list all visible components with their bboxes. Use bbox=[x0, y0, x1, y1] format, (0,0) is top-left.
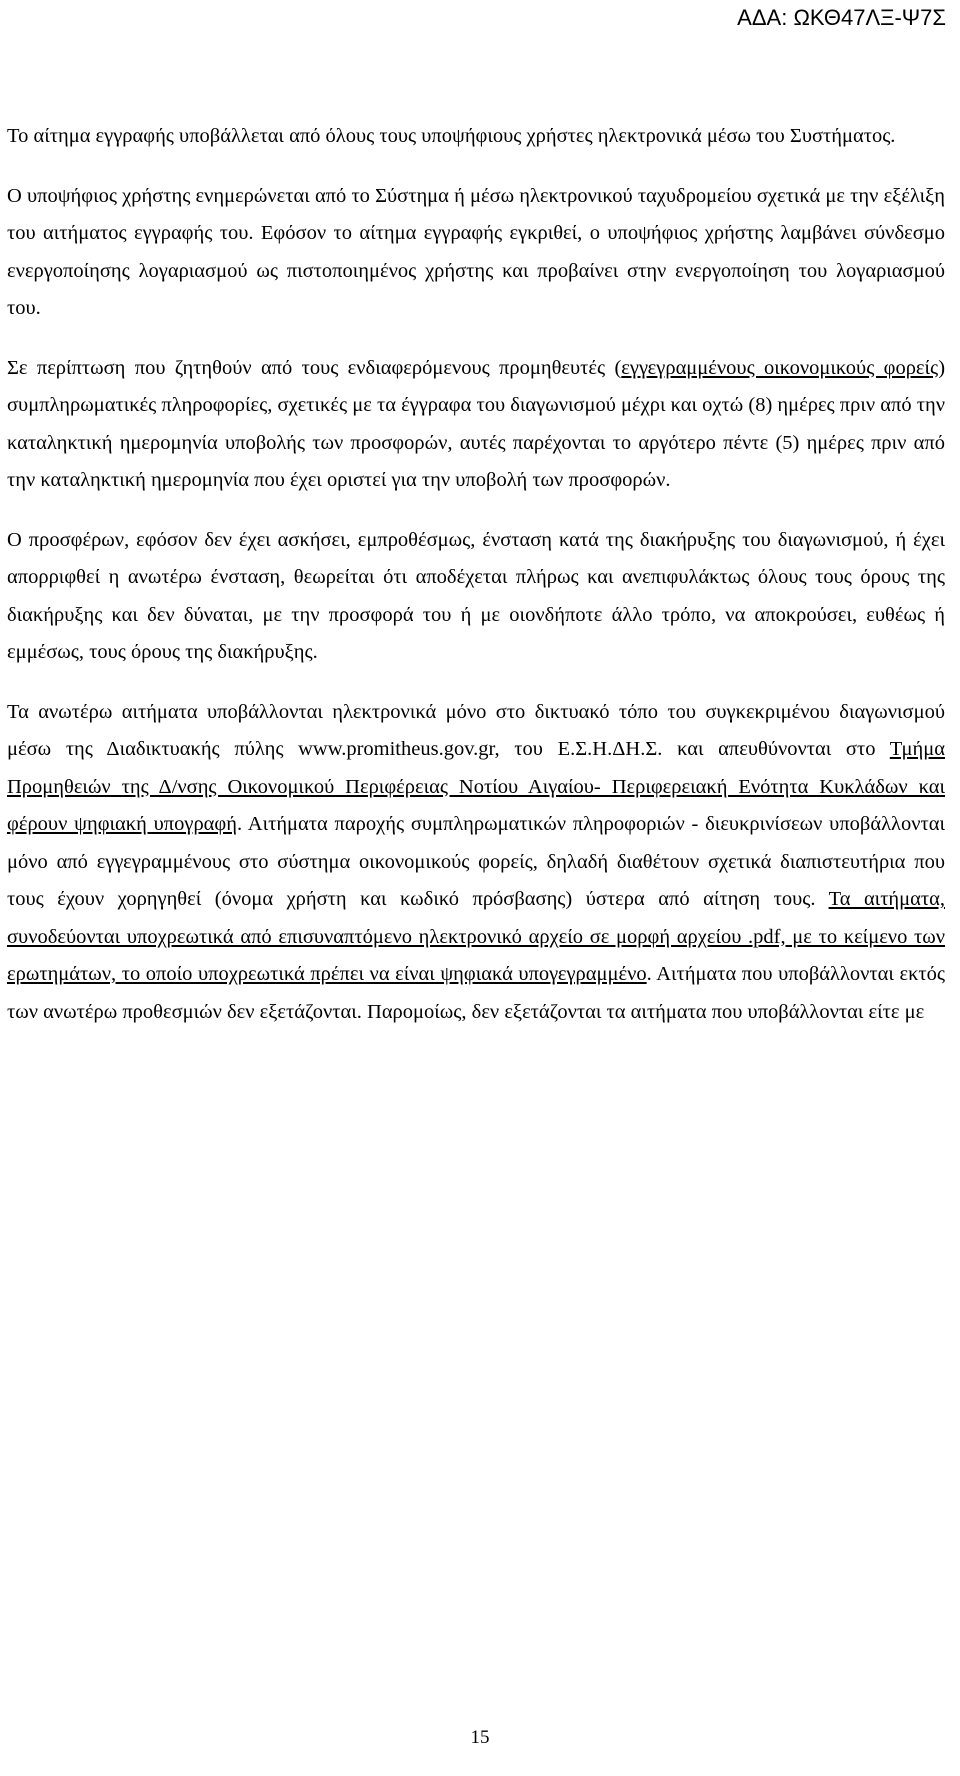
paragraph-text: ) συμπληρωματικές πληροφορίες, σχετικές με τα έγγραφα του διαγωνισμού μέχρι και οχτώ (8) ημέρες πριν από την καταληκτική ημερομηνία υποβολής των προσφορών, αυτές παρέχονται το αργότερο πέντε (5) ημέρες πριν από την καταληκτική ημερομηνία που έχει οριστεί για την υποβολή των προσφορών. bbox=[7, 356, 946, 491]
document-body bbox=[7, 118, 945, 1053]
paragraph-text: . Αιτήματα παροχής συμπληρωματικών πληροφοριών - διευκρινίσεων υποβάλλονται μόνο από εγγεγραμμένους στο σύστημα οικονομικούς φορείς, δηλαδή διαθέτουν σχετικά διαπιστευτήρια που τους έχουν χορηγηθεί (όνομα χρήστη και κωδικό πρόσβασης) ύστερα από αίτηση τους. bbox=[7, 813, 945, 910]
page-number: 15 bbox=[470, 1727, 490, 1748]
underlined-text: εγγεγραμμένους οικονομικούς φορείς bbox=[621, 356, 939, 379]
paragraph-supplementary-info bbox=[7, 350, 945, 500]
ada-code: ΑΔΑ: ΩΚΘ47ΛΞ-Ψ7Σ bbox=[737, 5, 946, 30]
paragraph-text: . Αιτήματα που υποβάλλονται εκτός των ανωτέρω προθεσμιών δεν εξετάζονται. Παρομοίως, δεν εξετάζονται τα αιτήματα που υποβάλλονται είτε με bbox=[7, 963, 946, 1023]
paragraph-text: Τα ανωτέρω αιτήματα υποβάλλονται ηλεκτρονικά μόνο στο δικτυακό τόπο του συγκεκριμένου διαγωνισμού μέσω της Διαδικτυακής πύλης www.promitheus.gov.gr, του Ε.Σ.Η.ΔΗ.Σ. και απευθύνονται στο bbox=[7, 700, 945, 760]
paragraph-text: Σε περίπτωση που ζητηθούν από τους ενδιαφερόμενους προμηθευτές ( bbox=[7, 356, 622, 379]
paragraph-registration-status: Ο υποψήφιος χρήστης ενημερώνεται από το Σύστημα ή μέσω ηλεκτρονικού ταχυδρομείου σχετικά με την εξέλιξη του αιτήματος εγγραφής του. Εφόσον το αίτημα εγγραφής εγκριθεί, ο υποψήφιος χρήστης λαμβάνει σύνδεσμο ενεργοποίησης λογαριασμού ως πιστοποιημένος χρήστης και προβαίνει στην ενεργοποίηση του λογαριασμού του. bbox=[7, 184, 945, 319]
underlined-text: Τα αιτήματα, συνοδεύονται υποχρεωτικά από επισυναπτόμενο ηλεκτρονικό αρχείο σε μορφή αρχείου .pdf, με το κείμενο των ερωτημάτων, το οποίο υποχρεωτικά πρέπει να είναι ψηφιακά υπογεγραμμένο bbox=[7, 888, 945, 985]
paragraph-registration-request: Το αίτημα εγγραφής υποβάλλεται από όλους τους υποψήφιους χρήστες ηλεκτρονικά μέσω του Συστήματος. bbox=[7, 125, 896, 147]
underlined-text: Τμήμα Προμηθειών της Δ/νσης Οικονομικού Περιφέρειας Νοτίου Αιγαίου- Περιφερειακή Ενότητα Κυκλάδων και φέρουν ψηφιακή υπογραφή bbox=[7, 738, 945, 835]
paragraph-acceptance-terms: Ο προσφέρων, εφόσον δεν έχει ασκήσει, εμπροθέσμως, ένσταση κατά της διακήρυξης του διαγωνισμού, ή έχει απορριφθεί η ανωτέρω ένσταση, θεωρείται ότι αποδέχεται πλήρως και ανεπιφυλάκτως όλους τους όρους της διακήρυξης και δεν δύναται, με την προσφορά του ή με οιονδήποτε άλλο τρόπο, να αποκρούσει, ευθέως ή εμμέσως, τους όρους της διακήρυξης. bbox=[7, 528, 945, 663]
paragraph-electronic-requests bbox=[7, 694, 945, 1032]
